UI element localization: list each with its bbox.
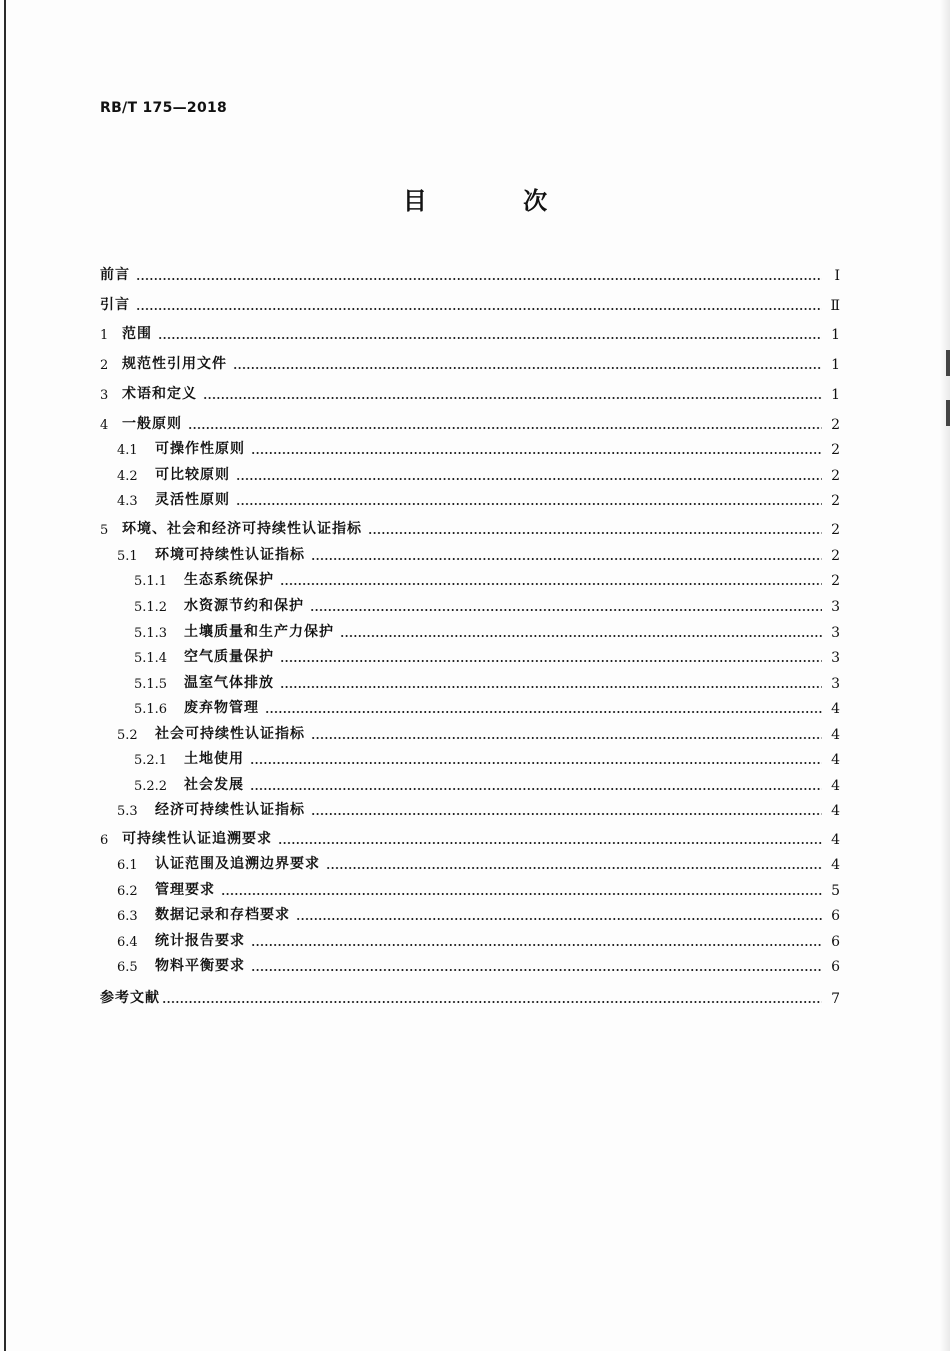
dot-leader [236, 478, 822, 480]
toc-entry-page: 2 [831, 522, 840, 538]
toc-entry[interactable] [100, 292, 840, 314]
toc-entry-label: 水资源节约和保护 [184, 598, 304, 614]
dot-leader [368, 532, 822, 534]
toc-entry-page: 4 [831, 752, 840, 768]
toc-entry-label: 前言 [100, 267, 130, 283]
toc-entry-number: 5 [100, 523, 109, 538]
dot-leader [251, 969, 822, 971]
toc-entry[interactable] [100, 985, 840, 1007]
toc-entry-label: 社会可持续性认证指标 [155, 726, 305, 742]
toc-entry-number: 5.1.6 [134, 702, 168, 717]
toc-entry-label: 规范性引用文件 [122, 356, 227, 372]
toc-entry-page: 6 [831, 908, 840, 924]
toc-entry-page: 4 [831, 778, 840, 794]
toc-entry[interactable] [117, 721, 840, 743]
toc-entry[interactable] [117, 797, 840, 819]
toc-entry-label: 土壤质量和生产力保护 [184, 624, 334, 640]
toc-entry-number: 5.2.1 [134, 753, 168, 768]
toc-entry-label: 环境、社会和经济可持续性认证指标 [122, 521, 362, 537]
toc-entry[interactable] [100, 411, 840, 433]
toc-title: 目 次 [402, 187, 592, 215]
dot-leader [251, 452, 822, 454]
toc-entry-label: 废弃物管理 [184, 700, 259, 716]
toc-entry-page: 1 [831, 327, 840, 343]
toc-entry-page: 2 [831, 442, 840, 458]
toc-entry-page: Ⅰ [834, 268, 840, 284]
toc-entry-number: 5.1.4 [134, 651, 168, 666]
toc-entry-label: 空气质量保护 [184, 649, 274, 665]
toc-entry[interactable] [134, 746, 840, 768]
dot-leader [280, 583, 822, 585]
toc-entry-number: 6 [100, 833, 109, 848]
toc-entry[interactable] [117, 462, 840, 484]
toc-entry-label: 范围 [122, 326, 152, 342]
toc-entry-page: 4 [831, 701, 840, 717]
toc-entry-label: 参考文献 [100, 990, 160, 1006]
dot-leader [311, 737, 822, 739]
toc-entry-label: 环境可持续性认证指标 [155, 547, 305, 563]
toc-entry[interactable] [117, 487, 840, 509]
document-code: RB/T 175—2018 [100, 100, 228, 116]
toc-entry[interactable] [117, 542, 840, 564]
toc-entry-label: 认证范围及追溯边界要求 [155, 856, 320, 872]
toc-entry-page: 3 [831, 625, 840, 641]
toc-entry-number: 1 [100, 328, 109, 343]
dot-leader [310, 609, 822, 611]
toc-entry-number: 5.2.2 [134, 779, 168, 794]
dot-leader [233, 367, 822, 369]
toc-entry-page: 2 [831, 493, 840, 509]
toc-entry[interactable] [117, 877, 840, 899]
dot-leader [251, 944, 822, 946]
dot-leader [311, 558, 822, 560]
toc-entry-number: 6.4 [117, 935, 138, 950]
toc-entry-label: 术语和定义 [122, 386, 197, 402]
toc-entry-number: 3 [100, 388, 109, 403]
toc-entry-number: 5.1.2 [134, 600, 168, 615]
toc-entry-label: 统计报告要求 [155, 933, 245, 949]
dot-leader [136, 308, 822, 310]
dot-leader [326, 867, 822, 869]
toc-entry-page: 4 [831, 857, 840, 873]
toc-entry-number: 6.2 [117, 884, 138, 899]
toc-entry-label: 可操作性原则 [155, 441, 245, 457]
toc-entry[interactable] [134, 772, 840, 794]
toc-entry[interactable] [134, 593, 840, 615]
dot-leader [311, 813, 822, 815]
dot-leader [280, 686, 822, 688]
toc-entry-number: 5.1 [117, 549, 138, 564]
toc-entry-label: 经济可持续性认证指标 [155, 802, 305, 818]
toc-entry-page: 2 [831, 573, 840, 589]
toc-entry-label: 灵活性原则 [155, 492, 230, 508]
toc-entry[interactable] [100, 321, 840, 343]
toc-entry[interactable] [100, 826, 840, 848]
dot-leader [136, 278, 822, 280]
dot-leader [203, 397, 822, 399]
toc-entry-page: 1 [831, 387, 840, 403]
toc-entry-page: 6 [831, 934, 840, 950]
dot-leader [265, 711, 822, 713]
toc-entry-number: 5.3 [117, 804, 138, 819]
toc-entry-page: 1 [831, 357, 840, 373]
toc-entry-label: 可比较原则 [155, 467, 230, 483]
dot-leader [250, 762, 822, 764]
toc-entry[interactable] [134, 670, 840, 692]
toc-entry-page: 4 [831, 803, 840, 819]
toc-entry[interactable] [100, 516, 840, 538]
toc-entry-number: 5.2 [117, 728, 138, 743]
toc-entry-label: 温室气体排放 [184, 675, 274, 691]
toc-entry[interactable] [134, 619, 840, 641]
toc-entry-label: 土地使用 [184, 751, 244, 767]
toc-entry[interactable] [117, 928, 840, 950]
toc-entry-page: 3 [831, 676, 840, 692]
dot-leader [162, 1001, 822, 1003]
toc-entry[interactable] [134, 567, 840, 589]
toc-entry-page: 5 [831, 883, 840, 899]
toc-entry-label: 数据记录和存档要求 [155, 907, 290, 923]
toc-entry-number: 6.1 [117, 858, 138, 873]
toc-entry[interactable] [117, 902, 840, 924]
toc-entry-number: 4.2 [117, 469, 138, 484]
toc-entry-label: 引言 [100, 297, 130, 313]
toc-entry[interactable] [117, 436, 840, 458]
toc-entry-number: 5.1.5 [134, 677, 168, 692]
dot-leader [158, 337, 822, 339]
toc-entry-label: 物料平衡要求 [155, 958, 245, 974]
toc-entry-page: 3 [831, 650, 840, 666]
toc-entry[interactable] [100, 381, 840, 403]
toc-entry[interactable] [117, 851, 840, 873]
dot-leader [296, 918, 822, 920]
dot-leader [280, 660, 822, 662]
toc-entry-page: 4 [831, 727, 840, 743]
toc-entry-number: 5.1.3 [134, 626, 168, 641]
toc-entry-page: 7 [831, 991, 840, 1007]
toc-entry-number: 5.1.1 [134, 574, 168, 589]
toc-entry-number: 4.1 [117, 443, 138, 458]
toc-entry-page: 4 [831, 832, 840, 848]
dot-leader [236, 503, 822, 505]
toc-entry-label: 可持续性认证追溯要求 [122, 831, 272, 847]
toc-entry-number: 4.3 [117, 494, 138, 509]
toc-entry-page: 2 [831, 417, 840, 433]
toc-entry-page: 2 [831, 468, 840, 484]
dot-leader [250, 788, 822, 790]
toc-entry[interactable] [134, 644, 840, 666]
dot-leader [278, 842, 822, 844]
toc-entry[interactable] [134, 695, 840, 717]
toc-entry-number: 6.3 [117, 909, 138, 924]
toc-entry-page: Ⅱ [830, 298, 840, 314]
toc-entry[interactable] [100, 262, 840, 284]
toc-entry-number: 4 [100, 418, 109, 433]
toc-entry-page: 2 [831, 548, 840, 564]
toc-entry-label: 管理要求 [155, 882, 215, 898]
toc-entry-label: 生态系统保护 [184, 572, 274, 588]
dot-leader [340, 635, 822, 637]
dot-leader [221, 893, 822, 895]
toc-entry[interactable] [117, 953, 840, 975]
toc-entry-number: 2 [100, 358, 109, 373]
toc-entry[interactable] [100, 351, 840, 373]
dot-leader [188, 427, 822, 429]
toc-entry-label: 社会发展 [184, 777, 244, 793]
toc-entry-page: 6 [831, 959, 840, 975]
toc-entry-label: 一般原则 [122, 416, 182, 432]
toc-entry-number: 6.5 [117, 960, 138, 975]
toc-entry-page: 3 [831, 599, 840, 615]
